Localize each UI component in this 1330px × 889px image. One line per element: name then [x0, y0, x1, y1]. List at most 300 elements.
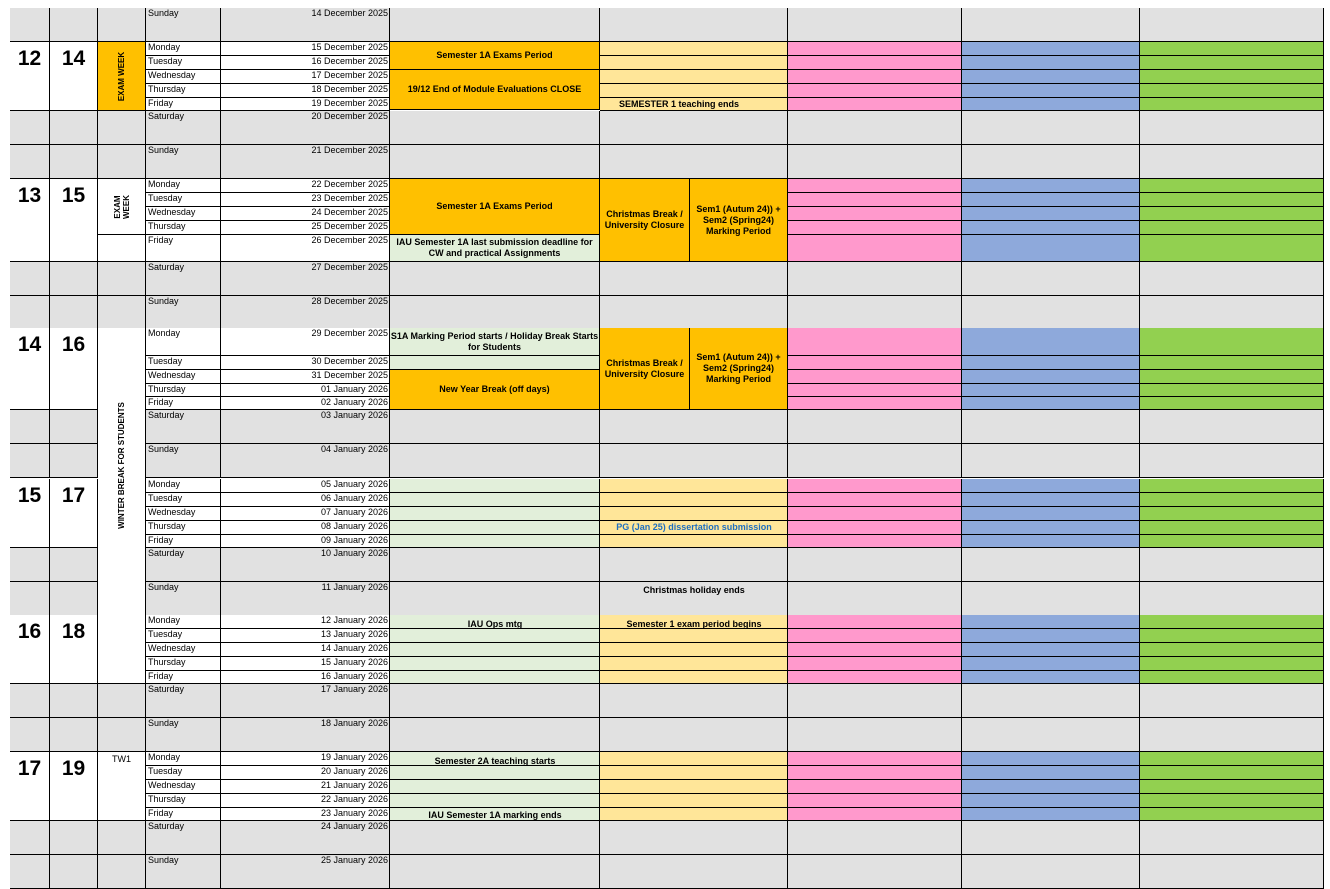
- weekend-side-cell[interactable]: [98, 111, 146, 145]
- green-cell[interactable]: [1140, 671, 1324, 684]
- event-b-cell[interactable]: [600, 84, 788, 98]
- weekend-cell[interactable]: [50, 444, 98, 478]
- week-number[interactable]: 16: [10, 615, 50, 684]
- cell-date[interactable]: 14 December 2025: [221, 8, 390, 42]
- teaching-week-number[interactable]: 16: [50, 328, 98, 410]
- pink-cell[interactable]: [788, 671, 962, 684]
- green-cell[interactable]: [1140, 221, 1324, 235]
- date-value[interactable]: 04 January 2026: [221, 444, 390, 478]
- blue-cell[interactable]: [962, 179, 1140, 193]
- teaching-week-number[interactable]: 14: [50, 42, 98, 111]
- event-b-cell[interactable]: [600, 479, 788, 493]
- weekend-cell[interactable]: [788, 410, 962, 444]
- cell-event-a[interactable]: [390, 8, 600, 42]
- event-module-evaluations[interactable]: 19/12 End of Module Evaluations CLOSE: [390, 70, 600, 110]
- weekend-cell[interactable]: [788, 821, 962, 855]
- event-teaching-ends[interactable]: SEMESTER 1 teaching ends: [618, 99, 740, 109]
- weekend-cell[interactable]: [600, 855, 788, 889]
- day-name[interactable]: Monday: [146, 42, 221, 56]
- day-name[interactable]: Friday: [146, 808, 221, 821]
- weekend-cell[interactable]: [600, 548, 788, 582]
- date-value[interactable]: 28 December 2025: [221, 296, 390, 330]
- weekend-cell[interactable]: [962, 548, 1140, 582]
- weekend-cell[interactable]: [962, 296, 1140, 330]
- day-name[interactable]: Friday: [146, 397, 221, 410]
- blue-cell[interactable]: [962, 193, 1140, 207]
- day-name[interactable]: Monday: [146, 179, 221, 193]
- weekend-cell[interactable]: [50, 145, 98, 179]
- day-name[interactable]: Monday: [146, 615, 221, 629]
- date-value[interactable]: 07 January 2026: [221, 507, 390, 521]
- blue-cell[interactable]: [962, 479, 1140, 493]
- green-cell[interactable]: [1140, 70, 1324, 84]
- weekend-cell[interactable]: [788, 582, 962, 616]
- weekend-cell[interactable]: [10, 684, 50, 718]
- event-iau-deadline[interactable]: IAU Semester 1A last submission deadline for CW and practical Assignments: [390, 235, 600, 262]
- cell-side[interactable]: [98, 8, 146, 42]
- date-value[interactable]: 16 December 2025: [221, 56, 390, 70]
- blue-cell[interactable]: [962, 397, 1140, 410]
- day-name[interactable]: Sunday: [146, 296, 221, 330]
- event-b-cell[interactable]: [600, 56, 788, 70]
- event-b-cell[interactable]: [600, 507, 788, 521]
- blue-cell[interactable]: [962, 507, 1140, 521]
- blue-cell[interactable]: [962, 629, 1140, 643]
- blue-cell[interactable]: [962, 521, 1140, 535]
- blue-cell[interactable]: [962, 356, 1140, 370]
- day-name[interactable]: Tuesday: [146, 56, 221, 70]
- date-value[interactable]: 23 January 2026: [221, 808, 390, 821]
- event-teaching-starts[interactable]: Semester 2A teaching starts: [434, 755, 556, 766]
- weekend-cell[interactable]: [10, 821, 50, 855]
- weekend-cell[interactable]: [50, 262, 98, 296]
- date-value[interactable]: 15 January 2026: [221, 657, 390, 671]
- weekend-cell[interactable]: [390, 444, 600, 478]
- green-cell[interactable]: [1140, 493, 1324, 507]
- event-christmas-break[interactable]: Christmas Break / University Closure: [600, 179, 690, 262]
- date-value[interactable]: 31 December 2025: [221, 370, 390, 384]
- day-name[interactable]: Wednesday: [146, 207, 221, 221]
- pink-cell[interactable]: [788, 328, 962, 356]
- date-value[interactable]: 12 January 2026: [221, 615, 390, 629]
- weekend-cell[interactable]: [390, 296, 600, 330]
- side-cell[interactable]: [98, 235, 146, 262]
- weekend-side-cell[interactable]: [98, 684, 146, 718]
- pink-cell[interactable]: [788, 56, 962, 70]
- date-value[interactable]: 13 January 2026: [221, 629, 390, 643]
- weekend-cell[interactable]: [962, 718, 1140, 752]
- date-value[interactable]: 21 December 2025: [221, 145, 390, 179]
- day-name[interactable]: Wednesday: [146, 70, 221, 84]
- green-cell[interactable]: [1140, 193, 1324, 207]
- green-cell[interactable]: [1140, 84, 1324, 98]
- cell-pink[interactable]: [788, 8, 962, 42]
- weekend-cell[interactable]: [788, 548, 962, 582]
- date-value[interactable]: 17 December 2025: [221, 70, 390, 84]
- date-value[interactable]: 11 January 2026: [221, 582, 390, 616]
- green-cell[interactable]: [1140, 397, 1324, 410]
- weekend-cell[interactable]: [600, 262, 788, 296]
- weekend-cell[interactable]: [10, 262, 50, 296]
- teaching-week-number[interactable]: 17: [50, 479, 98, 548]
- weekend-cell[interactable]: [962, 145, 1140, 179]
- weekend-cell[interactable]: [10, 548, 50, 582]
- pink-cell[interactable]: [788, 356, 962, 370]
- green-cell[interactable]: [1140, 42, 1324, 56]
- blue-cell[interactable]: [962, 657, 1140, 671]
- day-name[interactable]: Wednesday: [146, 780, 221, 794]
- day-name[interactable]: Tuesday: [146, 356, 221, 370]
- weekend-cell[interactable]: [1140, 855, 1324, 889]
- pink-cell[interactable]: [788, 193, 962, 207]
- weekend-cell[interactable]: [50, 582, 98, 616]
- event-christmas-ends[interactable]: Christmas holiday ends: [643, 584, 745, 595]
- day-name[interactable]: Tuesday: [146, 629, 221, 643]
- green-cell[interactable]: [1140, 615, 1324, 629]
- date-value[interactable]: 27 December 2025: [221, 262, 390, 296]
- day-name[interactable]: Friday: [146, 98, 221, 111]
- weekend-cell[interactable]: [50, 410, 98, 444]
- teaching-week-number[interactable]: 19: [50, 752, 98, 821]
- event-a-cell[interactable]: [390, 794, 600, 808]
- pink-cell[interactable]: [788, 479, 962, 493]
- pink-cell[interactable]: [788, 370, 962, 384]
- week-number[interactable]: 15: [10, 479, 50, 548]
- day-name[interactable]: Saturday: [146, 684, 221, 718]
- weekend-cell[interactable]: [600, 111, 788, 145]
- weekend-cell[interactable]: [788, 145, 962, 179]
- day-name[interactable]: Friday: [146, 671, 221, 684]
- event-a-cell[interactable]: [390, 535, 600, 548]
- weekend-side-cell[interactable]: [98, 718, 146, 752]
- pink-cell[interactable]: [788, 84, 962, 98]
- weekend-cell[interactable]: [1140, 262, 1324, 296]
- blue-cell[interactable]: [962, 98, 1140, 111]
- weekend-cell[interactable]: [600, 444, 788, 478]
- green-cell[interactable]: [1140, 384, 1324, 397]
- weekend-side-cell[interactable]: [98, 855, 146, 889]
- day-name[interactable]: Sunday: [146, 145, 221, 179]
- date-value[interactable]: 02 January 2026: [221, 397, 390, 410]
- green-cell[interactable]: [1140, 98, 1324, 111]
- date-value[interactable]: 25 December 2025: [221, 221, 390, 235]
- event-b-cell[interactable]: [600, 535, 788, 548]
- event-exams-period[interactable]: Semester 1A Exams Period: [390, 179, 600, 235]
- day-name[interactable]: Thursday: [146, 521, 221, 535]
- weekend-cell[interactable]: [1140, 684, 1324, 718]
- weekend-cell[interactable]: [1140, 582, 1324, 616]
- pink-cell[interactable]: [788, 397, 962, 410]
- event-exams-period[interactable]: Semester 1A Exams Period: [390, 42, 600, 70]
- green-cell[interactable]: [1140, 356, 1324, 370]
- event-pg-dissertation[interactable]: PG (Jan 25) dissertation submission: [616, 522, 772, 532]
- weekend-side-cell[interactable]: [98, 145, 146, 179]
- weekend-cell[interactable]: [1140, 296, 1324, 330]
- green-cell[interactable]: [1140, 780, 1324, 794]
- day-name[interactable]: Friday: [146, 235, 221, 262]
- blue-cell[interactable]: [962, 766, 1140, 780]
- event-blank[interactable]: [390, 356, 600, 370]
- weekend-cell[interactable]: [390, 111, 600, 145]
- day-name[interactable]: Saturday: [146, 262, 221, 296]
- week-number[interactable]: 17: [10, 752, 50, 821]
- date-value[interactable]: 15 December 2025: [221, 42, 390, 56]
- weekend-cell[interactable]: [390, 262, 600, 296]
- event-b-cell[interactable]: [600, 766, 788, 780]
- side-label-cell[interactable]: TW1: [98, 752, 146, 821]
- weekend-cell[interactable]: [50, 296, 98, 330]
- weekend-cell[interactable]: [962, 821, 1140, 855]
- event-marking-starts[interactable]: S1A Marking Period starts / Holiday Break Starts for Students: [390, 328, 600, 356]
- event-christmas-break[interactable]: Christmas Break / University Closure: [600, 328, 690, 410]
- green-cell[interactable]: [1140, 629, 1324, 643]
- weekend-cell[interactable]: [600, 410, 788, 444]
- event-marking-period[interactable]: Sem1 (Autum 24)) + Sem2 (Spring24) Marking Period: [690, 328, 788, 410]
- date-value[interactable]: 18 January 2026: [221, 718, 390, 752]
- cell-week[interactable]: [10, 8, 50, 42]
- week-number[interactable]: 14: [10, 328, 50, 410]
- weekend-cell[interactable]: [600, 718, 788, 752]
- event-b-cell[interactable]: [600, 808, 788, 821]
- blue-cell[interactable]: [962, 84, 1140, 98]
- weekend-cell[interactable]: [1140, 410, 1324, 444]
- weekend-cell[interactable]: [1140, 718, 1324, 752]
- date-value[interactable]: 20 January 2026: [221, 766, 390, 780]
- day-name[interactable]: Thursday: [146, 384, 221, 397]
- day-name[interactable]: Saturday: [146, 821, 221, 855]
- date-value[interactable]: 23 December 2025: [221, 193, 390, 207]
- blue-cell[interactable]: [962, 493, 1140, 507]
- blue-cell[interactable]: [962, 752, 1140, 766]
- weekend-cell[interactable]: [10, 444, 50, 478]
- green-cell[interactable]: [1140, 657, 1324, 671]
- date-value[interactable]: 20 December 2025: [221, 111, 390, 145]
- day-name[interactable]: Sunday: [146, 855, 221, 889]
- date-value[interactable]: 08 January 2026: [221, 521, 390, 535]
- weekend-cell[interactable]: [962, 684, 1140, 718]
- weekend-cell[interactable]: [390, 145, 600, 179]
- teaching-week-number[interactable]: 18: [50, 615, 98, 684]
- day-name[interactable]: Saturday: [146, 410, 221, 444]
- event-exam-begins[interactable]: Semester 1 exam period begins: [626, 618, 762, 629]
- event-new-year-break[interactable]: New Year Break (off days): [390, 370, 600, 410]
- event-a-cell[interactable]: [390, 521, 600, 535]
- date-value[interactable]: 01 January 2026: [221, 384, 390, 397]
- date-value[interactable]: 22 January 2026: [221, 794, 390, 808]
- pink-cell[interactable]: [788, 221, 962, 235]
- weekend-cell[interactable]: [50, 855, 98, 889]
- day-name[interactable]: Thursday: [146, 794, 221, 808]
- event-a-cell[interactable]: [390, 493, 600, 507]
- day-name[interactable]: Tuesday: [146, 493, 221, 507]
- weekend-cell[interactable]: [788, 718, 962, 752]
- green-cell[interactable]: [1140, 370, 1324, 384]
- date-value[interactable]: 10 January 2026: [221, 548, 390, 582]
- blue-cell[interactable]: [962, 221, 1140, 235]
- weekend-cell[interactable]: [788, 855, 962, 889]
- event-a-cell[interactable]: [390, 643, 600, 657]
- pink-cell[interactable]: [788, 521, 962, 535]
- weekend-cell[interactable]: [788, 296, 962, 330]
- green-cell[interactable]: [1140, 479, 1324, 493]
- weekend-cell[interactable]: [788, 444, 962, 478]
- weekend-side-cell[interactable]: [98, 296, 146, 330]
- weekend-cell[interactable]: [10, 296, 50, 330]
- date-value[interactable]: 05 January 2026: [221, 479, 390, 493]
- weekend-cell[interactable]: [390, 582, 600, 616]
- weekend-cell[interactable]: [50, 684, 98, 718]
- date-value[interactable]: 17 January 2026: [221, 684, 390, 718]
- event-b-cell[interactable]: [600, 780, 788, 794]
- weekend-cell[interactable]: [788, 111, 962, 145]
- day-name[interactable]: Monday: [146, 328, 221, 356]
- blue-cell[interactable]: [962, 808, 1140, 821]
- date-value[interactable]: 24 December 2025: [221, 207, 390, 221]
- pink-cell[interactable]: [788, 384, 962, 397]
- pink-cell[interactable]: [788, 808, 962, 821]
- date-value[interactable]: 25 January 2026: [221, 855, 390, 889]
- cell-blue[interactable]: [962, 8, 1140, 42]
- pink-cell[interactable]: [788, 42, 962, 56]
- date-value[interactable]: 18 December 2025: [221, 84, 390, 98]
- event-ops-meeting[interactable]: IAU Ops mtg: [467, 618, 523, 629]
- weekend-cell[interactable]: [962, 111, 1140, 145]
- pink-cell[interactable]: [788, 615, 962, 629]
- pink-cell[interactable]: [788, 643, 962, 657]
- weekend-cell[interactable]: [600, 145, 788, 179]
- weekend-side-cell[interactable]: [98, 262, 146, 296]
- day-name[interactable]: Wednesday: [146, 370, 221, 384]
- pink-cell[interactable]: [788, 629, 962, 643]
- pink-cell[interactable]: [788, 507, 962, 521]
- pink-cell[interactable]: [788, 794, 962, 808]
- day-name[interactable]: Tuesday: [146, 766, 221, 780]
- weekend-cell[interactable]: [962, 855, 1140, 889]
- event-b-cell[interactable]: [600, 493, 788, 507]
- weekend-cell[interactable]: [962, 262, 1140, 296]
- date-value[interactable]: 03 January 2026: [221, 410, 390, 444]
- blue-cell[interactable]: [962, 794, 1140, 808]
- event-b-cell[interactable]: [600, 657, 788, 671]
- blue-cell[interactable]: [962, 70, 1140, 84]
- blue-cell[interactable]: [962, 207, 1140, 221]
- day-name[interactable]: Thursday: [146, 84, 221, 98]
- weekend-cell[interactable]: [1140, 548, 1324, 582]
- day-name[interactable]: Monday: [146, 479, 221, 493]
- date-value[interactable]: 09 January 2026: [221, 535, 390, 548]
- day-name[interactable]: Tuesday: [146, 193, 221, 207]
- event-marking-period[interactable]: Sem1 (Autum 24)) + Sem2 (Spring24) Marking Period: [690, 179, 788, 262]
- pink-cell[interactable]: [788, 98, 962, 111]
- event-b-cell[interactable]: [600, 42, 788, 56]
- pink-cell[interactable]: [788, 752, 962, 766]
- weekend-cell[interactable]: [600, 821, 788, 855]
- weekend-cell[interactable]: [50, 718, 98, 752]
- event-marking-ends[interactable]: IAU Semester 1A marking ends: [428, 810, 562, 820]
- pink-cell[interactable]: [788, 766, 962, 780]
- event-b-cell[interactable]: [600, 643, 788, 657]
- teaching-week-number[interactable]: 15: [50, 179, 98, 262]
- green-cell[interactable]: [1140, 766, 1324, 780]
- weekend-cell[interactable]: [390, 718, 600, 752]
- date-value[interactable]: 21 January 2026: [221, 780, 390, 794]
- pink-cell[interactable]: [788, 493, 962, 507]
- event-a-cell[interactable]: [390, 507, 600, 521]
- date-value[interactable]: 19 December 2025: [221, 98, 390, 111]
- weekend-cell[interactable]: [50, 548, 98, 582]
- day-name[interactable]: Sunday: [146, 718, 221, 752]
- green-cell[interactable]: [1140, 507, 1324, 521]
- date-value[interactable]: 30 December 2025: [221, 356, 390, 370]
- blue-cell[interactable]: [962, 643, 1140, 657]
- blue-cell[interactable]: [962, 328, 1140, 356]
- cell-teach-week[interactable]: [50, 8, 98, 42]
- pink-cell[interactable]: [788, 179, 962, 193]
- pink-cell[interactable]: [788, 657, 962, 671]
- green-cell[interactable]: [1140, 235, 1324, 262]
- cell-day[interactable]: Sunday: [146, 8, 221, 42]
- event-a-cell[interactable]: [390, 671, 600, 684]
- weekend-cell[interactable]: [1140, 111, 1324, 145]
- blue-cell[interactable]: [962, 535, 1140, 548]
- weekend-cell[interactable]: [600, 296, 788, 330]
- day-name[interactable]: Sunday: [146, 444, 221, 478]
- day-name[interactable]: Thursday: [146, 221, 221, 235]
- pink-cell[interactable]: [788, 207, 962, 221]
- pink-cell[interactable]: [788, 535, 962, 548]
- weekend-cell[interactable]: [10, 582, 50, 616]
- pink-cell[interactable]: [788, 235, 962, 262]
- day-name[interactable]: Wednesday: [146, 643, 221, 657]
- green-cell[interactable]: [1140, 794, 1324, 808]
- weekend-cell[interactable]: [10, 718, 50, 752]
- weekend-cell[interactable]: [962, 410, 1140, 444]
- blue-cell[interactable]: [962, 42, 1140, 56]
- weekend-cell[interactable]: [50, 111, 98, 145]
- week-number[interactable]: 13: [10, 179, 50, 262]
- weekend-cell[interactable]: [50, 821, 98, 855]
- date-value[interactable]: 29 December 2025: [221, 328, 390, 356]
- blue-cell[interactable]: [962, 235, 1140, 262]
- day-name[interactable]: Friday: [146, 535, 221, 548]
- event-b-cell[interactable]: [600, 70, 788, 84]
- blue-cell[interactable]: [962, 615, 1140, 629]
- pink-cell[interactable]: [788, 780, 962, 794]
- weekend-side-cell[interactable]: [98, 821, 146, 855]
- cell-event-b[interactable]: [600, 8, 788, 42]
- event-a-cell[interactable]: [390, 479, 600, 493]
- weekend-cell[interactable]: [10, 410, 50, 444]
- event-b-cell[interactable]: [600, 794, 788, 808]
- weekend-cell[interactable]: [962, 582, 1140, 616]
- green-cell[interactable]: [1140, 56, 1324, 70]
- event-a-cell[interactable]: [390, 766, 600, 780]
- event-a-cell[interactable]: [390, 657, 600, 671]
- weekend-cell[interactable]: [1140, 444, 1324, 478]
- weekend-cell[interactable]: [10, 855, 50, 889]
- date-value[interactable]: 24 January 2026: [221, 821, 390, 855]
- day-name[interactable]: Sunday: [146, 582, 221, 616]
- green-cell[interactable]: [1140, 535, 1324, 548]
- green-cell[interactable]: [1140, 643, 1324, 657]
- week-number[interactable]: 12: [10, 42, 50, 111]
- green-cell[interactable]: [1140, 521, 1324, 535]
- day-name[interactable]: Wednesday: [146, 507, 221, 521]
- side-label-cell[interactable]: [98, 42, 146, 111]
- green-cell[interactable]: [1140, 752, 1324, 766]
- blue-cell[interactable]: [962, 780, 1140, 794]
- blue-cell[interactable]: [962, 56, 1140, 70]
